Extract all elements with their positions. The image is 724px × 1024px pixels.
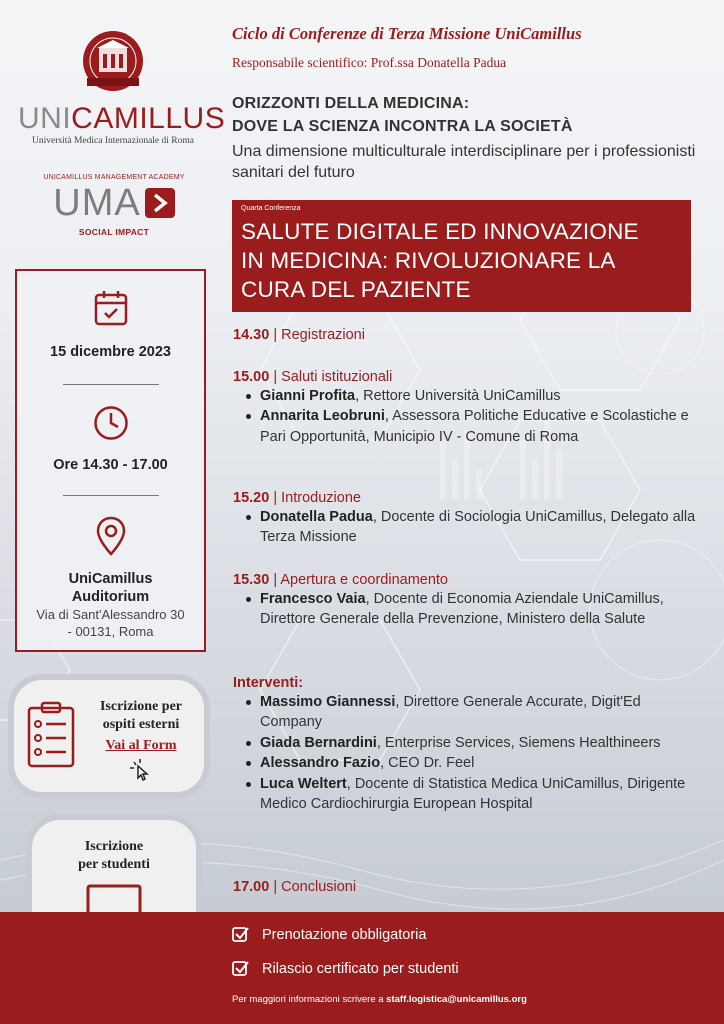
slot-time: 15.30: [233, 572, 270, 588]
speaker-item: Giada Bernardini, Enterprise Services, Siemens Healthineers: [233, 733, 703, 753]
divider: [63, 495, 159, 496]
unicamillus-wordmark: UNICAMILLUS: [18, 102, 226, 135]
location-pin-icon: [96, 516, 126, 556]
booking-note: [232, 926, 426, 943]
speaker-item: Gianni Profita, Rettore Università UniCamillus: [233, 386, 703, 406]
venue-address-city: - 00131, Roma: [67, 624, 154, 639]
venue-name: UniCamillus: [68, 571, 153, 587]
slot-time: 17.00: [233, 879, 270, 895]
contact-info-prefix: Per maggiori informazioni scrivere a: [232, 994, 384, 1005]
slot-separator: |: [273, 369, 278, 385]
uma-wordmark: UMA: [53, 182, 141, 224]
conference-title-line1: SALUTE DIGITALE ED INNOVAZIONE: [241, 219, 639, 244]
speaker-item: Donatella Padua, Docente di Sociologia UniCamillus, Delegato alla Terza Missione: [233, 507, 703, 548]
calendar-icon: [94, 290, 128, 326]
event-time: Ore 14.30 - 17.00: [53, 457, 168, 473]
slot-time: 14.30: [233, 327, 270, 343]
external-registration-card[interactable]: [14, 680, 204, 792]
clipboard-list-icon: [26, 700, 76, 770]
speaker-item: Massimo Giannessi, Direttore Generale Accurate, Digit'Ed Company: [233, 692, 703, 733]
booking-note-text: Prenotazione obbligatoria: [262, 926, 427, 943]
event-info-box: [15, 269, 206, 652]
external-registration-title-2: ospiti esterni: [102, 717, 180, 732]
university-subtitle: Università Medica Internazionale di Roma: [32, 136, 194, 146]
uma-academy-label: UNICAMILLUS MANAGEMENT ACADEMY: [43, 174, 185, 181]
slot-label: Saluti istituzionali: [281, 369, 393, 385]
slot-label: Registrazioni: [281, 327, 365, 343]
checkbox-checked-icon: [232, 960, 249, 977]
program-slot: [233, 879, 356, 895]
uma-logo: [30, 174, 198, 237]
speaker-item: Alessandro Fazio, CEO Dr. Feel: [233, 753, 703, 773]
unicamillus-logo: [18, 28, 226, 146]
speaker-item: Luca Weltert, Docente di Statistica Medica UniCamillus, Dirigente Medico Cardiochirurgia European Hospital: [233, 774, 703, 815]
slot-separator: |: [273, 490, 278, 506]
certificate-note-text: Rilascio certificato per studenti: [262, 960, 459, 977]
clock-icon: [93, 405, 129, 441]
slot-label: Apertura e coordinamento: [280, 572, 448, 588]
program-slot: [233, 490, 703, 548]
main-subtitle: Una dimensione multiculturale interdisciplinare per i professionisti sanitari del futuro: [232, 143, 696, 181]
slot-label: Conclusioni: [281, 879, 357, 895]
program-slot: [233, 369, 703, 447]
slot-separator: |: [273, 327, 278, 343]
slot-time: 15.20: [233, 490, 270, 506]
footer-bar: [0, 912, 724, 1024]
conference-title-box: [232, 200, 691, 312]
program-slot: [233, 327, 365, 343]
external-registration-title: Iscrizione per: [99, 699, 183, 714]
arrow-right-icon: [145, 188, 175, 218]
checkbox-checked-icon: [232, 926, 249, 943]
main-title-line1: ORIZZONTI DELLA MEDICINA:: [232, 95, 470, 112]
interventi-heading: Interventi:: [233, 675, 304, 691]
conference-title: [241, 217, 639, 304]
program-slot: [233, 572, 703, 630]
certificate-note: [232, 960, 459, 977]
slot-label: Introduzione: [281, 490, 361, 506]
contact-info: [232, 994, 527, 1005]
contact-email-link[interactable]: staff.logistica@unicamillus.org: [386, 994, 527, 1005]
program-slot: [233, 675, 703, 814]
slot-separator: |: [273, 879, 278, 895]
event-date: 15 dicembre 2023: [50, 344, 171, 360]
conference-series: Ciclo di Conferenze di Terza Missione UniCamillus: [232, 24, 582, 43]
university-crest-icon: [67, 28, 159, 94]
conference-label: Quarta Conferenza: [241, 205, 301, 212]
pointer-click-icon: [128, 758, 154, 784]
main-title-line2: DOVE LA SCIENZA INCONTRA LA SOCIETÀ: [232, 118, 573, 135]
form-link[interactable]: Vai al Form: [105, 738, 177, 753]
scientific-responsible: Responsabile scientifico: Prof.ssa Donatella Padua: [232, 55, 507, 70]
main-title: [232, 92, 573, 138]
slot-separator: |: [273, 572, 278, 588]
venue-address: Via di Sant'Alessandro 30: [36, 607, 185, 622]
speaker-item: Annarita Leobruni, Assessora Politiche Educative e Scolastiche e Pari Opportunità, Municipio IV - Comune di Roma: [233, 406, 703, 447]
student-registration-title: Iscrizione: [84, 839, 144, 854]
divider: [63, 384, 159, 385]
speaker-item: Francesco Vaia, Docente di Economia Aziendale UniCamillus, Direttore Generale della Prevenzione, Ministero della Salute: [233, 589, 703, 630]
student-registration-title-2: per studenti: [78, 857, 150, 872]
conference-title-line2: IN MEDICINA: RIVOLUZIONARE LA: [241, 248, 616, 273]
conference-title-line3: CURA DEL PAZIENTE: [241, 277, 471, 302]
slot-time: 15.00: [233, 369, 270, 385]
venue-room: Auditorium: [71, 589, 150, 605]
uma-social-impact: SOCIAL IMPACT: [78, 227, 150, 237]
